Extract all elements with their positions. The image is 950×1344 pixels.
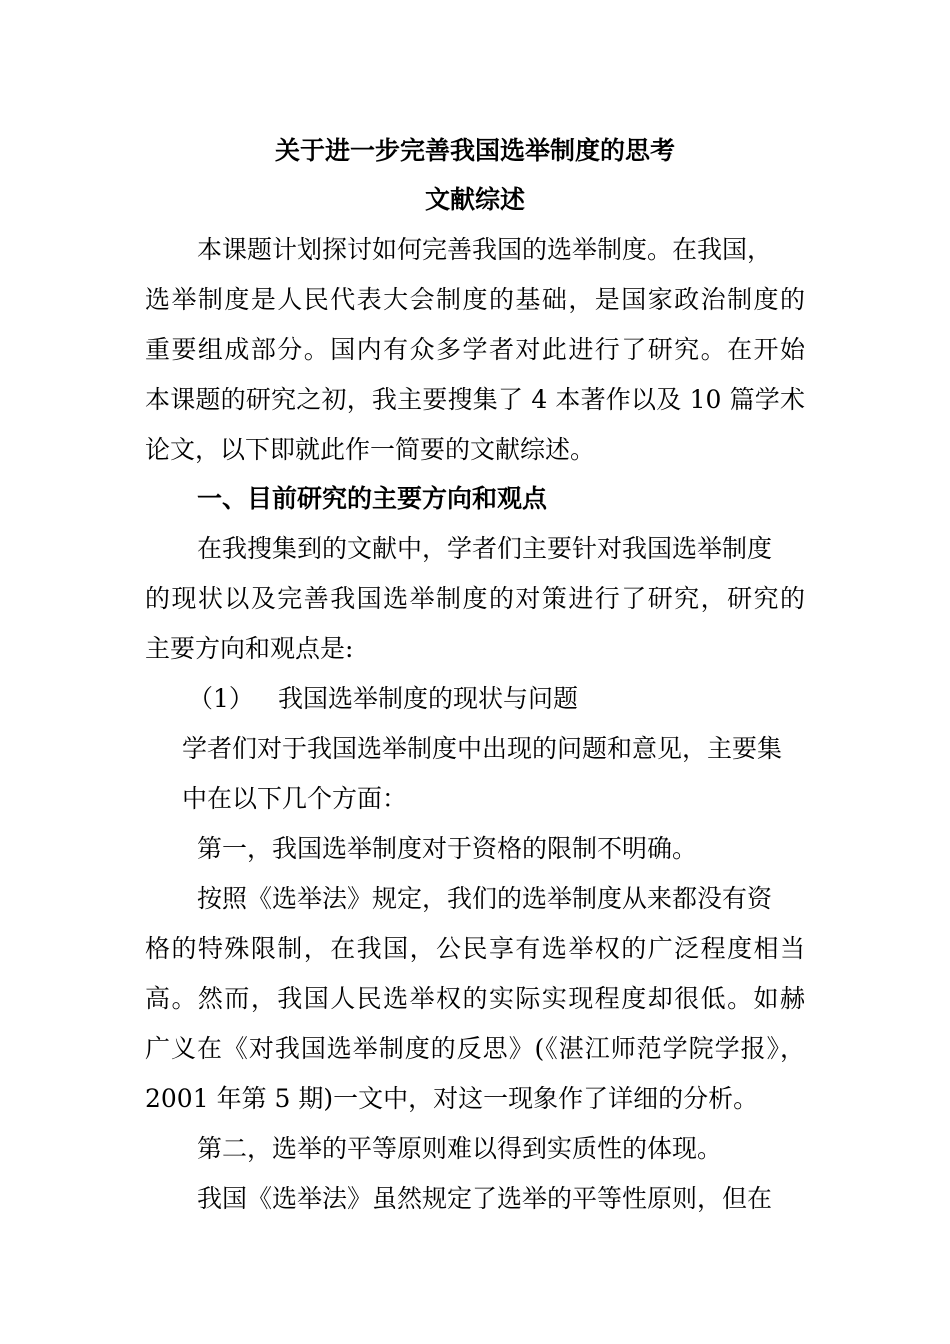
paragraph-line: 高。然而，我国人民选举权的实际实现程度却很低。如赫 — [145, 984, 805, 1013]
paragraph-line: 在我搜集到的文献中，学者们主要针对我国选举制度 — [197, 534, 773, 563]
paragraph-line: 本课题的研究之初，我主要搜集了 4 本著作以及 10 篇学术 — [145, 385, 805, 414]
paragraph-line: 选举制度是人民代表大会制度的基础，是国家政治制度的 — [145, 285, 805, 314]
paragraph-line: 本课题计划探讨如何完善我国的选举制度。在我国， — [197, 235, 773, 264]
subsection-number: （1） — [188, 684, 254, 713]
paragraph-line: 广义在《对我国选举制度的反思》(《湛江师范学院学报》， — [145, 1034, 805, 1063]
document-subtitle: 文献综述 — [424, 185, 525, 214]
paragraph-line: 按照《选举法》规定，我们的选举制度从来都没有资 — [197, 884, 773, 913]
paragraph-line: 第二，选举的平等原则难以得到实质性的体现。 — [197, 1134, 723, 1163]
paragraph-line: 我国《选举法》虽然规定了选举的平等性原则，但在 — [197, 1184, 773, 1213]
paragraph-line: 2001 年第 5 期)一文中，对这一现象作了详细的分析。 — [145, 1084, 759, 1113]
paragraph-line: 论文，以下即就此作一简要的文献综述。 — [145, 435, 596, 464]
subsection-heading: 我国选举制度的现状与问题 — [278, 684, 579, 713]
paragraph-line: 的现状以及完善我国选举制度的对策进行了研究，研究的 — [145, 584, 805, 613]
paragraph-line: 中在以下几个方面： — [182, 784, 408, 813]
paragraph-line: 格的特殊限制，在我国，公民享有选举权的广泛程度相当 — [145, 934, 805, 963]
paragraph-line: 第一，我国选举制度对于资格的限制不明确。 — [197, 834, 698, 863]
document-title: 关于进一步完善我国选举制度的思考 — [274, 136, 675, 165]
paragraph-line: 主要方向和观点是: — [145, 634, 354, 663]
paragraph-line: 重要组成部分。国内有众多学者对此进行了研究。在开始 — [145, 335, 805, 364]
section-heading: 一、目前研究的主要方向和观点 — [197, 484, 548, 513]
paragraph-line: 学者们对于我国选举制度中出现的问题和意见，主要集 — [182, 734, 783, 763]
